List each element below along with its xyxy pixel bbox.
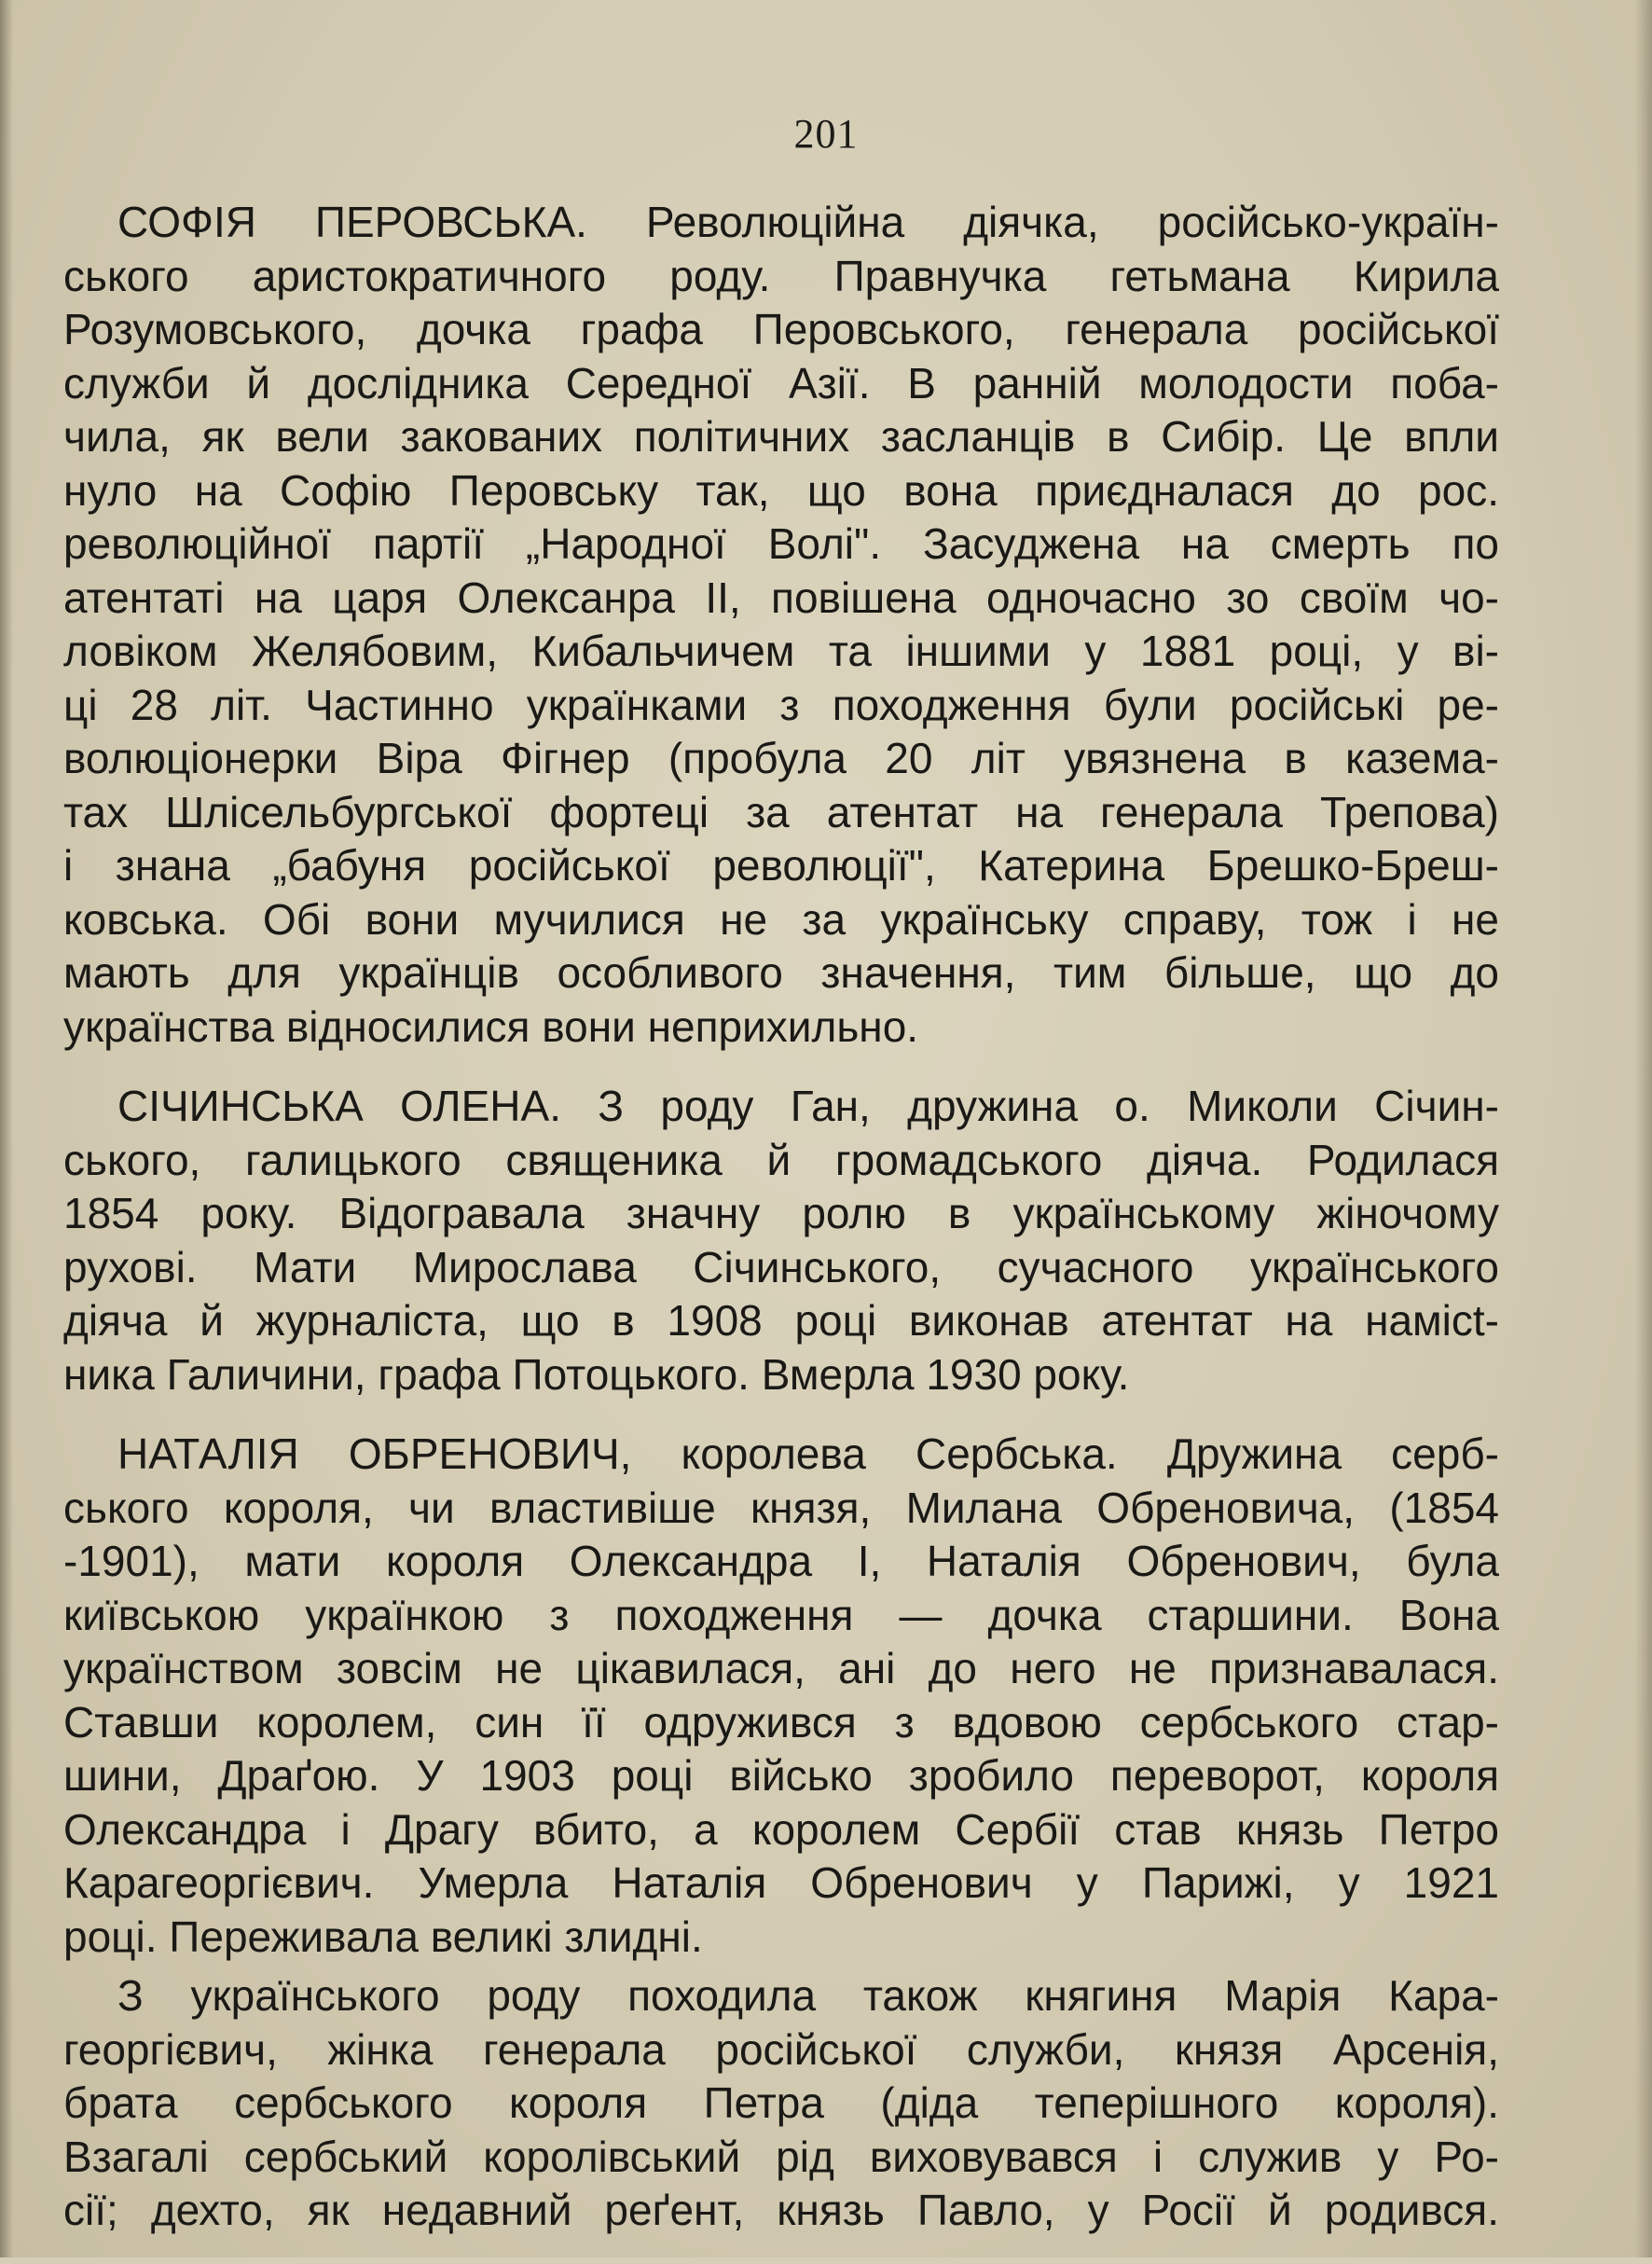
body-text [63, 196, 1499, 2264]
text-line: ловіком Желябовим, Кибальчичем та іншими у 1881 році, у ві- [63, 627, 1499, 675]
text-line: служби й дослідника Середної Азії. В ранній молодости поба- [63, 358, 1499, 407]
page-shadow-left [0, 0, 13, 2257]
text-line: волюціонерки Віра Фігнер (пробула 20 літ увязнена в казема- [63, 734, 1499, 782]
text-line: нуло на Софію Перовську так, що вона приєдналася до рос. [63, 465, 1499, 515]
paragraph-perovska [63, 196, 1499, 1054]
text-line: і знана „бабуня російської революції", Катерина Брешко-Брeш- [63, 841, 1499, 890]
text-line: тах Шлісельбургської фортеці за атентат на генерала Трепова) [63, 787, 1499, 836]
text-line: ці 28 літ. Частинно українками з походження були російські ре- [63, 680, 1499, 729]
text-line: ковська. Обі вони мучилися не за українську справу, тож і не [63, 894, 1499, 944]
text-line: СОФІЯ ПЕРОВСЬКА. Революційна діячка, російсько-україн- [117, 198, 1499, 246]
text-line: ського аристократичного роду. Правнучка гетьмана Кирила [63, 251, 1499, 300]
text-line: Олександра і Драгу вбито, а королем Сербії став князь Петро [63, 1804, 1499, 1854]
text-line: георгієвич, жінка генерала російської служби, князя Арсенія, [63, 2024, 1499, 2074]
text-line: НАТАЛІЯ ОБРЕНОВИЧ, королева Сербська. Дружина серб- [117, 1429, 1499, 1478]
paragraph-obrenovych [63, 1428, 1499, 1964]
text-line: брата сербського короля Петра (діда теперішного короля). [63, 2078, 1499, 2127]
text-line: київською українкою з походження — дочка старшини. Вона [63, 1590, 1499, 1639]
paragraph-karageorgievych [63, 1969, 1499, 2238]
text-line: революційної партії „Народної Волі". Засуджена на смерть по [63, 519, 1499, 568]
text-line: Ставши королем, син її одружився з вдовою сербського стар- [63, 1697, 1499, 1746]
text-line: Карагеоргієвич. Умерла Наталія Обренович у Парижі, у 1921 [63, 1858, 1499, 1907]
paragraph-sichynska [63, 1080, 1499, 1401]
text-line: мають для українців особливого значення, тим більше, що до [63, 948, 1499, 997]
text-line: 1854 року. Відогравала значну ролю в українському жіночому [63, 1189, 1499, 1237]
text-line: українства відносилися вони неприхильно. [63, 1001, 919, 1051]
text-line: СІЧИНСЬКА ОЛЕНА. З роду Ган, дружина о. Миколи Січин- [117, 1082, 1499, 1130]
text-line: ника Галичини, графа Потоцького. Вмерла 1930 року. [63, 1349, 1130, 1399]
page-shadow-right [1635, 0, 1652, 2257]
text-line: З українського роду походила також княгиня Марія Кара- [117, 1971, 1499, 2020]
text-line: діяча й журналіста, що в 1908 році виконав атентат на намісt- [63, 1296, 1499, 1345]
text-line: Розумовського, дочка графа Перовського, генерала російської [63, 305, 1499, 353]
text-line: атентаті на царя Олексанра II, повішена одночасно зо своїм чо- [63, 573, 1499, 622]
text-line: ського короля, чи властивіше князя, Милана Обреновича, (1854 [63, 1483, 1499, 1532]
page-number: 201 [793, 111, 859, 157]
text-line: Взагалі сербський королівський рід виховувався і служив у Ро- [63, 2132, 1499, 2181]
text-line: чила, як вели закованих політичних засланців в Сибір. Це впли [63, 412, 1499, 461]
text-line: шини, Драґою. У 1903 році військо зробило переворот, короля [63, 1751, 1499, 1800]
text-line: українством зовсім не цікавилася, ані до него не признавалася. [63, 1644, 1499, 1692]
text-line: -1901), мати короля Олександра I, Наталія Обренович, була [63, 1537, 1499, 1585]
text-line: ського, галицького священика й громадського діяча. Родилася [63, 1135, 1499, 1184]
text-line: рухові. Мати Мирослава Січинського, сучасного українського [63, 1242, 1499, 1291]
text-line: сії; дехто, як недавний реґент, князь Павло, у Росії й родився. [63, 2186, 1499, 2234]
text-line: році. Переживала великі злидні. [63, 1912, 703, 1961]
